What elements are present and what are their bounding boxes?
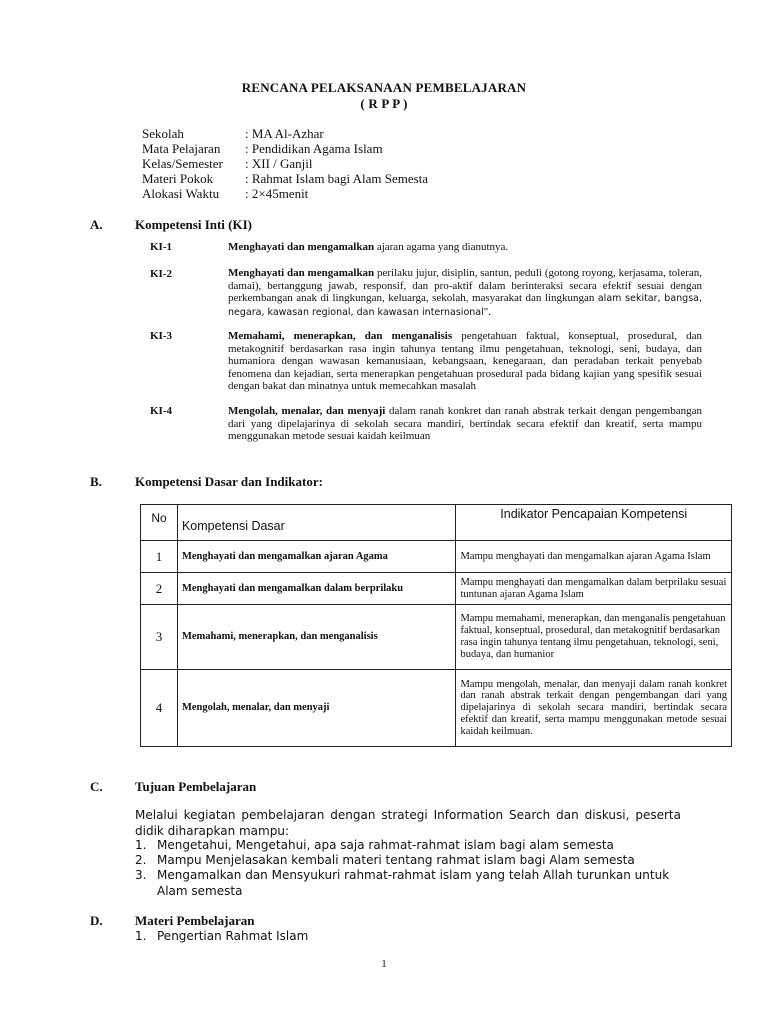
- section-c-letter: C.: [90, 779, 103, 794]
- list-text: Pengertian Rahmat Islam: [157, 929, 309, 943]
- info-label: Mata Pelajaran: [142, 141, 221, 156]
- info-value: : Rahmat Islam bagi Alam Semesta: [245, 171, 429, 186]
- info-row-materi-pokok: [142, 171, 428, 187]
- ki-code: KI-1: [150, 241, 172, 253]
- info-value: : MA Al-Azhar: [245, 126, 324, 141]
- ki-code: KI-2: [150, 268, 172, 280]
- ki-bold-text: Menghayati dan mengamalkan: [228, 267, 375, 279]
- competency-table: [140, 504, 732, 747]
- ki-text: [228, 330, 702, 393]
- table-row: [141, 605, 732, 670]
- section-a-title: Kompetensi Inti (KI): [135, 217, 252, 232]
- row-number: 1: [141, 541, 178, 573]
- info-row-kelas-semester: [142, 156, 313, 172]
- ki-body-text: pengetahuan faktual, konseptual, prosedural, dan metakognitif berdasarkan rasa ingin tahunya tentang ilmu pengetahuan, teknologi, seni, budaya, dan humaniora dengan wawasan kemanusiaan, kebangsaan, kenegaraan, dan peradaban terkait penyebab fenomena dan kejadian, serta menerapkan pengetahuan prosedural pada bidang kajian yang spesifik sesuai dengan bakat dan minatnya untuk memecahkan masalah: [228, 330, 703, 393]
- ki-tail-text: ".: [483, 305, 491, 318]
- section-a-letter: A.: [90, 217, 103, 232]
- list-text: Mengamalkan dan Mensyukuri rahmat-rahmat islam yang telah Allah turunkan untuk Alam semesta: [157, 868, 670, 898]
- table-row: [141, 670, 732, 747]
- list-item: [135, 853, 695, 869]
- table-row: [141, 573, 732, 605]
- row-kompetensi: Mengolah, menalar, dan menyaji: [177, 670, 456, 747]
- info-value: : Pendidikan Agama Islam: [245, 141, 383, 156]
- table-header-row: [141, 505, 732, 541]
- ki-code: KI-4: [150, 405, 172, 417]
- list-number: 3.: [135, 868, 147, 882]
- section-d-letter: D.: [90, 913, 103, 928]
- row-kompetensi: Memahami, menerapkan, dan menganalisis: [177, 605, 456, 670]
- list-item: [135, 929, 695, 945]
- row-indikator: Mampu memahami, menerapkan, dan menganalis pengetahuan faktual, konseptual, prosedural, dan metakognitif berdasarkan rasa ingin tahunya tentang ilmu pengetahuan, teknologi, seni, budaya, dan humanior: [456, 605, 732, 670]
- row-number: 4: [141, 670, 178, 747]
- ki-body-text: perilaku jujur, disiplin, santun, peduli (gotong royong, kerjasama, toleran, damai), bertanggung jawab, responsif, dan pro-aktif dalam berinteraksi secara efektif sesuai dengan perkembangan anak di lingkungan, keluarga, sekolah, masyarakat dan lingkungan: [228, 267, 702, 305]
- info-label: Sekolah: [142, 126, 184, 141]
- info-value: : 2×45menit: [245, 186, 309, 201]
- document-subtitle: ( R P P ): [360, 96, 408, 111]
- header-kompetensi-dasar: Kompetensi Dasar: [177, 505, 456, 541]
- section-b-title: Kompetensi Dasar dan Indikator:: [135, 474, 323, 489]
- ki-extra-text: alam sekitar, bangsa, negara, kawasan regional, dan kawasan internasional: [228, 293, 702, 318]
- document-title: RENCANA PELAKSANAAN PEMBELAJARAN: [241, 80, 527, 95]
- section-d-title: Materi Pembelajaran: [135, 913, 255, 928]
- row-indikator: Mampu menghayati dan mengamalkan dalam berprilaku sesuai tuntunan ajaran Agama Islam: [456, 573, 732, 605]
- info-label: Kelas/Semester: [142, 156, 223, 171]
- list-item: [135, 868, 695, 899]
- list-number: 1.: [135, 929, 147, 943]
- list-text: Mampu Menjelasakan kembali materi tentang rahmat islam bagi Alam semesta: [157, 853, 635, 867]
- header-indikator: Indikator Pencapaian Kompetensi: [456, 505, 732, 541]
- section-c-title: Tujuan Pembelajaran: [135, 779, 257, 794]
- row-number: 3: [141, 605, 178, 670]
- row-number: 2: [141, 573, 178, 605]
- ki-bold-text: Menghayati dan mengamalkan: [228, 241, 375, 253]
- row-indikator: Mampu menghayati dan mengamalkan ajaran Agama Islam: [456, 541, 732, 573]
- row-kompetensi: Menghayati dan mengamalkan dalam berprilaku: [177, 573, 456, 605]
- row-indikator: Mampu mengolah, menalar, dan menyaji dalam ranah konkret dan ranah abstrak terkait dengan pengembangan dari yang dipelajarinya di sekolah secara mandiri, bertindak secara efektif dan kreatif, serta mampu menggunakan metode sesuai kaidah keilmuan.: [456, 670, 732, 747]
- row-kompetensi: Menghayati dan mengamalkan ajaran Agama: [177, 541, 456, 573]
- info-row-sekolah: [142, 126, 324, 142]
- list-item: [135, 838, 695, 854]
- info-row-mata-pelajaran: [142, 141, 383, 157]
- ki-code: KI-3: [150, 330, 172, 342]
- ki-text: [228, 405, 702, 443]
- objectives-intro: Melalui kegiatan pembelajaran dengan strategi Information Search dan diskusi, peserta didik diharapkan mampu:: [135, 808, 681, 838]
- info-value: : XII / Ganjil: [245, 156, 313, 171]
- list-number: 2.: [135, 853, 147, 867]
- ki-bold-text: Memahami, menerapkan, dan menganalisis: [228, 330, 453, 342]
- header-no: No: [141, 505, 178, 541]
- ki-body-text: dalam ranah konkret dan ranah abstrak terkait dengan pengembangan dari yang dipelajarinya di sekolah secara mandiri, bertindak secara efektif dan kreatif, serta mampu menggunakan metode sesuai kaidah keilmuan: [228, 405, 702, 443]
- info-label: Alokasi Waktu: [142, 186, 220, 201]
- info-label: Materi Pokok: [142, 171, 214, 186]
- list-text: Mengetahui, Mengetahui, apa saja rahmat-rahmat islam bagi alam semesta: [157, 838, 614, 852]
- ki-text: [228, 267, 702, 319]
- section-b-letter: B.: [90, 474, 102, 489]
- info-row-alokasi-waktu: [142, 186, 308, 202]
- table-row: [141, 541, 732, 573]
- ki-bold-text: Mengolah, menalar, dan menyaji: [228, 405, 386, 417]
- list-number: 1.: [135, 838, 147, 852]
- page-number: 1: [381, 958, 387, 970]
- ki-body-text: ajaran agama yang dianutnya.: [374, 241, 509, 253]
- ki-text: [228, 241, 702, 254]
